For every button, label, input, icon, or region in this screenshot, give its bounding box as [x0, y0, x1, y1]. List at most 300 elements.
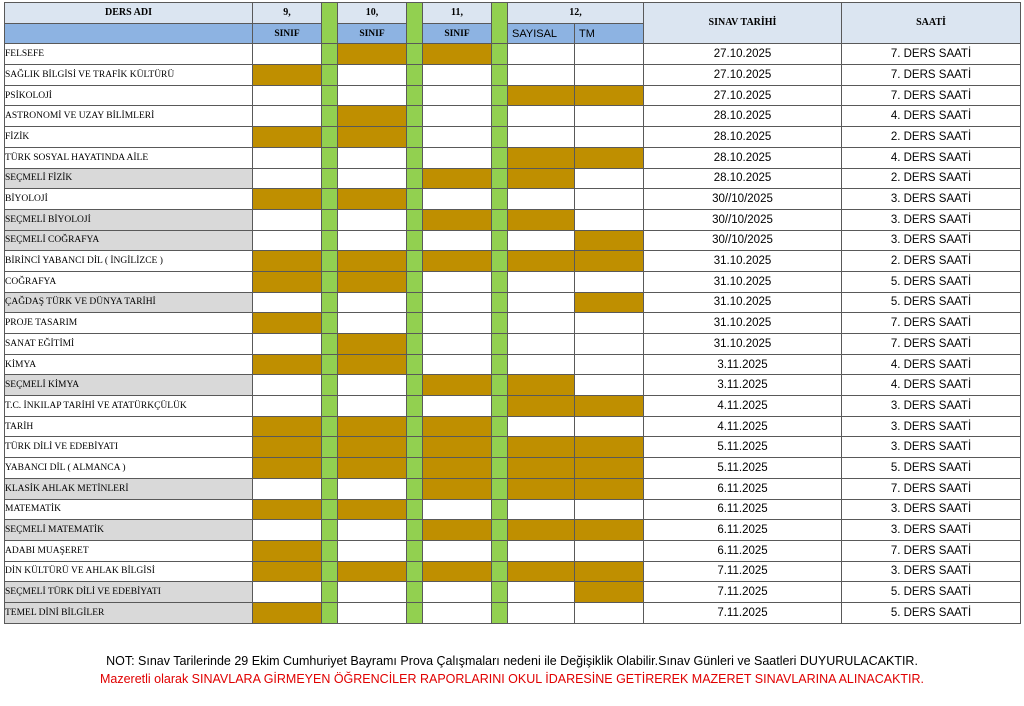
table-row — [5, 478, 1021, 499]
grade-12-sayisal-cell — [508, 168, 575, 189]
exam-time: 3. DERS SAATİ — [842, 499, 1021, 520]
separator — [322, 520, 338, 541]
grade-12-sayisal-cell — [508, 127, 575, 148]
separator — [322, 499, 338, 520]
grade-11-cell — [423, 230, 492, 251]
exam-time: 7. DERS SAATİ — [842, 65, 1021, 86]
grade-12-tm-cell — [575, 230, 644, 251]
exam-time: 7. DERS SAATİ — [842, 540, 1021, 561]
grade-10-cell — [338, 292, 407, 313]
grade-9-cell — [253, 499, 322, 520]
course-name: COĞRAFYA — [5, 271, 253, 292]
separator — [322, 582, 338, 603]
exam-time: 3. DERS SAATİ — [842, 416, 1021, 437]
course-name: BİRİNCİ YABANCI DİL ( İNGİLİZCE ) — [5, 251, 253, 272]
separator — [322, 85, 338, 106]
course-name: SEÇMELİ MATEMATİK — [5, 520, 253, 541]
grade-11-cell — [423, 313, 492, 334]
table-row — [5, 396, 1021, 417]
exam-schedule-table — [4, 2, 1021, 624]
table-row — [5, 292, 1021, 313]
separator — [322, 3, 338, 44]
grade-10-cell — [338, 561, 407, 582]
separator — [322, 540, 338, 561]
separator — [407, 65, 423, 86]
grade-11-header: 11, — [423, 3, 492, 24]
grade-12-sayisal-cell — [508, 85, 575, 106]
separator — [407, 520, 423, 541]
grade-10-cell — [338, 334, 407, 355]
grade-10-cell — [338, 313, 407, 334]
grade-12-header: 12, — [508, 3, 644, 24]
exam-date-header: SINAV TARİHİ — [644, 3, 842, 44]
exam-date: 31.10.2025 — [644, 313, 842, 334]
note-line-1: NOT: Sınav Tarilerinde 29 Ekim Cumhuriyet Bayramı Prova Çalışmaları nedeni ile Değişiklik Olabilir.Sınav Günleri ve Saatleri DUYURULACAKTIR. — [106, 654, 918, 668]
grade-10-cell — [338, 437, 407, 458]
grade-11-cell — [423, 478, 492, 499]
separator — [407, 3, 423, 44]
exam-time: 2. DERS SAATİ — [842, 127, 1021, 148]
grade-12-sayisal: SAYISAL — [508, 23, 575, 44]
grade-11-cell — [423, 396, 492, 417]
grade-9-cell — [253, 44, 322, 65]
grade-11-cell — [423, 292, 492, 313]
grade-10-cell — [338, 458, 407, 479]
table-row — [5, 127, 1021, 148]
separator — [407, 375, 423, 396]
grade-9-sinif: SINIF — [253, 23, 322, 44]
grade-12-tm-cell — [575, 416, 644, 437]
grade-10-cell — [338, 499, 407, 520]
exam-date: 6.11.2025 — [644, 520, 842, 541]
table-row — [5, 147, 1021, 168]
grade-10-cell — [338, 168, 407, 189]
grade-9-cell — [253, 85, 322, 106]
exam-time: 7. DERS SAATİ — [842, 44, 1021, 65]
grade-11-sinif: SINIF — [423, 23, 492, 44]
grade-11-cell — [423, 44, 492, 65]
separator — [492, 127, 508, 148]
course-name: SEÇMELİ TÜRK DİLİ VE EDEBİYATI — [5, 582, 253, 603]
separator — [492, 520, 508, 541]
exam-time: 4. DERS SAATİ — [842, 354, 1021, 375]
course-name: SEÇMELİ KİMYA — [5, 375, 253, 396]
exam-time: 3. DERS SAATİ — [842, 189, 1021, 210]
separator — [492, 292, 508, 313]
table-row — [5, 602, 1021, 623]
grade-11-cell — [423, 602, 492, 623]
separator — [492, 209, 508, 230]
separator — [492, 334, 508, 355]
grade-12-sayisal-cell — [508, 437, 575, 458]
separator — [322, 416, 338, 437]
table-row — [5, 582, 1021, 603]
grade-12-sayisal-cell — [508, 561, 575, 582]
grade-10-sinif: SINIF — [338, 23, 407, 44]
table-row — [5, 209, 1021, 230]
grade-10-cell — [338, 230, 407, 251]
grade-11-cell — [423, 375, 492, 396]
separator — [407, 209, 423, 230]
grade-12-sayisal-cell — [508, 251, 575, 272]
exam-date: 7.11.2025 — [644, 582, 842, 603]
separator — [407, 334, 423, 355]
grade-10-cell — [338, 271, 407, 292]
separator — [407, 499, 423, 520]
separator — [322, 354, 338, 375]
course-name: SEÇMELİ FİZİK — [5, 168, 253, 189]
grade-9-cell — [253, 106, 322, 127]
grade-12-sayisal-cell — [508, 65, 575, 86]
separator — [407, 582, 423, 603]
separator — [407, 189, 423, 210]
grade-12-sayisal-cell — [508, 499, 575, 520]
grade-9-cell — [253, 127, 322, 148]
exam-time: 3. DERS SAATİ — [842, 396, 1021, 417]
exam-time: 7. DERS SAATİ — [842, 85, 1021, 106]
separator — [492, 540, 508, 561]
grade-10-cell — [338, 540, 407, 561]
exam-time: 5. DERS SAATİ — [842, 458, 1021, 479]
grade-9-cell — [253, 354, 322, 375]
separator — [407, 271, 423, 292]
exam-time: 3. DERS SAATİ — [842, 230, 1021, 251]
exam-time: 5. DERS SAATİ — [842, 602, 1021, 623]
grade-12-tm: TM — [575, 23, 644, 44]
grade-12-tm-cell — [575, 189, 644, 210]
exam-time: 7. DERS SAATİ — [842, 313, 1021, 334]
exam-date: 6.11.2025 — [644, 540, 842, 561]
grade-9-cell — [253, 147, 322, 168]
table-row — [5, 313, 1021, 334]
separator — [322, 437, 338, 458]
separator — [322, 271, 338, 292]
grade-12-tm-cell — [575, 602, 644, 623]
separator — [492, 3, 508, 44]
separator — [492, 168, 508, 189]
grade-11-cell — [423, 271, 492, 292]
exam-date: 7.11.2025 — [644, 602, 842, 623]
separator — [322, 127, 338, 148]
exam-date: 28.10.2025 — [644, 127, 842, 148]
table-row — [5, 520, 1021, 541]
schedule-body — [5, 44, 1021, 623]
grade-12-sayisal-cell — [508, 106, 575, 127]
grade-12-tm-cell — [575, 520, 644, 541]
grade-9-cell — [253, 189, 322, 210]
separator — [322, 251, 338, 272]
separator — [407, 561, 423, 582]
grade-11-cell — [423, 334, 492, 355]
grade-12-sayisal-cell — [508, 271, 575, 292]
exam-time: 4. DERS SAATİ — [842, 147, 1021, 168]
table-row — [5, 85, 1021, 106]
separator — [322, 375, 338, 396]
separator — [492, 106, 508, 127]
grade-10-header: 10, — [338, 3, 407, 24]
separator — [322, 106, 338, 127]
grade-11-cell — [423, 520, 492, 541]
grade-9-cell — [253, 561, 322, 582]
separator — [322, 334, 338, 355]
separator — [492, 44, 508, 65]
grade-10-cell — [338, 65, 407, 86]
grade-12-tm-cell — [575, 168, 644, 189]
exam-time: 4. DERS SAATİ — [842, 375, 1021, 396]
exam-date: 6.11.2025 — [644, 478, 842, 499]
grade-12-sayisal-cell — [508, 602, 575, 623]
table-row — [5, 106, 1021, 127]
exam-date: 27.10.2025 — [644, 65, 842, 86]
grade-12-sayisal-cell — [508, 582, 575, 603]
grade-12-tm-cell — [575, 334, 644, 355]
grade-12-tm-cell — [575, 561, 644, 582]
table-row — [5, 416, 1021, 437]
grade-9-cell — [253, 168, 322, 189]
grade-10-cell — [338, 85, 407, 106]
exam-date: 28.10.2025 — [644, 147, 842, 168]
exam-date: 28.10.2025 — [644, 168, 842, 189]
exam-time: 5. DERS SAATİ — [842, 582, 1021, 603]
grade-12-tm-cell — [575, 209, 644, 230]
exam-date: 4.11.2025 — [644, 396, 842, 417]
separator — [407, 354, 423, 375]
table-row — [5, 540, 1021, 561]
grade-12-sayisal-cell — [508, 292, 575, 313]
grade-12-sayisal-cell — [508, 375, 575, 396]
course-name: TÜRK SOSYAL HAYATINDA AİLE — [5, 147, 253, 168]
separator — [492, 478, 508, 499]
exam-time: 3. DERS SAATİ — [842, 437, 1021, 458]
grade-10-cell — [338, 582, 407, 603]
exam-date: 31.10.2025 — [644, 271, 842, 292]
grade-9-cell — [253, 292, 322, 313]
grade-12-tm-cell — [575, 44, 644, 65]
separator — [407, 251, 423, 272]
separator — [407, 292, 423, 313]
table-row — [5, 230, 1021, 251]
separator — [407, 478, 423, 499]
course-name: PSİKOLOJİ — [5, 85, 253, 106]
grade-10-cell — [338, 396, 407, 417]
separator — [407, 396, 423, 417]
separator — [322, 602, 338, 623]
exam-time: 2. DERS SAATİ — [842, 168, 1021, 189]
course-name: SANAT EĞİTİMİ — [5, 334, 253, 355]
grade-12-sayisal-cell — [508, 478, 575, 499]
separator — [492, 602, 508, 623]
course-name: YABANCI DİL ( ALMANCA ) — [5, 458, 253, 479]
table-row — [5, 499, 1021, 520]
separator — [407, 127, 423, 148]
grade-12-tm-cell — [575, 375, 644, 396]
course-name: T.C. İNKILAP TARİHİ VE ATATÜRKÇÜLÜK — [5, 396, 253, 417]
grade-9-cell — [253, 602, 322, 623]
grade-12-sayisal-cell — [508, 147, 575, 168]
course-name: PROJE TASARIM — [5, 313, 253, 334]
grade-11-cell — [423, 127, 492, 148]
grade-11-cell — [423, 168, 492, 189]
grade-12-tm-cell — [575, 271, 644, 292]
grade-12-sayisal-cell — [508, 354, 575, 375]
exam-time: 2. DERS SAATİ — [842, 251, 1021, 272]
exam-date: 31.10.2025 — [644, 334, 842, 355]
course-header: DERS ADI — [5, 3, 253, 24]
grade-10-cell — [338, 106, 407, 127]
exam-time: 4. DERS SAATİ — [842, 106, 1021, 127]
separator — [407, 230, 423, 251]
separator — [322, 209, 338, 230]
grade-9-cell — [253, 437, 322, 458]
grade-12-tm-cell — [575, 106, 644, 127]
grade-10-cell — [338, 251, 407, 272]
course-name: ASTRONOMİ VE UZAY BİLİMLERİ — [5, 106, 253, 127]
header-row — [5, 3, 1021, 24]
grade-11-cell — [423, 251, 492, 272]
grade-10-cell — [338, 44, 407, 65]
grade-12-sayisal-cell — [508, 396, 575, 417]
grade-12-tm-cell — [575, 313, 644, 334]
grade-9-cell — [253, 520, 322, 541]
course-name: ÇAĞDAŞ TÜRK VE DÜNYA TARİHİ — [5, 292, 253, 313]
table-row — [5, 44, 1021, 65]
separator — [322, 396, 338, 417]
grade-9-cell — [253, 540, 322, 561]
exam-date: 30//10/2025 — [644, 230, 842, 251]
course-name: SEÇMELİ BİYOLOJİ — [5, 209, 253, 230]
course-name: SEÇMELİ COĞRAFYA — [5, 230, 253, 251]
separator — [407, 602, 423, 623]
separator — [492, 416, 508, 437]
grade-12-tm-cell — [575, 85, 644, 106]
exam-date: 27.10.2025 — [644, 85, 842, 106]
grade-9-cell — [253, 251, 322, 272]
grade-9-cell — [253, 65, 322, 86]
grade-9-header: 9, — [253, 3, 322, 24]
grade-10-cell — [338, 189, 407, 210]
separator — [322, 168, 338, 189]
separator — [322, 230, 338, 251]
grade-11-cell — [423, 499, 492, 520]
separator — [492, 189, 508, 210]
separator — [407, 313, 423, 334]
course-name: TÜRK DİLİ VE EDEBİYATI — [5, 437, 253, 458]
separator — [407, 168, 423, 189]
separator — [322, 189, 338, 210]
exam-date: 28.10.2025 — [644, 106, 842, 127]
grade-11-cell — [423, 147, 492, 168]
grade-12-tm-cell — [575, 499, 644, 520]
table-row — [5, 271, 1021, 292]
separator — [492, 85, 508, 106]
exam-date: 5.11.2025 — [644, 458, 842, 479]
separator — [322, 44, 338, 65]
separator — [492, 65, 508, 86]
course-name: SAĞLIK BİLGİSİ VE TRAFİK KÜLTÜRÜ — [5, 65, 253, 86]
grade-10-cell — [338, 375, 407, 396]
grade-12-tm-cell — [575, 458, 644, 479]
exam-time: 3. DERS SAATİ — [842, 561, 1021, 582]
grade-9-cell — [253, 458, 322, 479]
course-name: TARİH — [5, 416, 253, 437]
separator — [407, 85, 423, 106]
grade-9-cell — [253, 209, 322, 230]
exam-date: 30//10/2025 — [644, 189, 842, 210]
exam-date: 30//10/2025 — [644, 209, 842, 230]
grade-10-cell — [338, 602, 407, 623]
grade-11-cell — [423, 189, 492, 210]
grade-12-sayisal-cell — [508, 189, 575, 210]
separator — [492, 396, 508, 417]
notes — [0, 652, 1024, 688]
separator — [492, 437, 508, 458]
course-name: DİN KÜLTÜRÜ VE AHLAK BİLGİSİ — [5, 561, 253, 582]
grade-12-sayisal-cell — [508, 458, 575, 479]
grade-9-cell — [253, 478, 322, 499]
table-row — [5, 354, 1021, 375]
exam-time: 3. DERS SAATİ — [842, 209, 1021, 230]
grade-12-tm-cell — [575, 292, 644, 313]
grade-12-sayisal-cell — [508, 540, 575, 561]
grade-9-cell — [253, 230, 322, 251]
grade-12-tm-cell — [575, 354, 644, 375]
course-name: MATEMATİK — [5, 499, 253, 520]
separator — [407, 44, 423, 65]
grade-12-tm-cell — [575, 478, 644, 499]
table-row — [5, 251, 1021, 272]
separator — [322, 561, 338, 582]
grade-11-cell — [423, 540, 492, 561]
separator — [407, 147, 423, 168]
separator — [492, 147, 508, 168]
grade-12-tm-cell — [575, 147, 644, 168]
grade-9-cell — [253, 396, 322, 417]
grade-11-cell — [423, 85, 492, 106]
grade-10-cell — [338, 209, 407, 230]
table-row — [5, 65, 1021, 86]
exam-date: 7.11.2025 — [644, 561, 842, 582]
grade-11-cell — [423, 458, 492, 479]
separator — [322, 478, 338, 499]
grade-9-cell — [253, 334, 322, 355]
grade-12-sayisal-cell — [508, 44, 575, 65]
grade-11-cell — [423, 209, 492, 230]
course-name: BİYOLOJİ — [5, 189, 253, 210]
exam-time: 5. DERS SAATİ — [842, 292, 1021, 313]
grade-11-cell — [423, 582, 492, 603]
table-row — [5, 458, 1021, 479]
exam-date: 3.11.2025 — [644, 375, 842, 396]
exam-date: 3.11.2025 — [644, 354, 842, 375]
grade-12-sayisal-cell — [508, 209, 575, 230]
grade-12-sayisal-cell — [508, 313, 575, 334]
grade-12-sayisal-cell — [508, 520, 575, 541]
grade-12-tm-cell — [575, 396, 644, 417]
grade-9-cell — [253, 313, 322, 334]
separator — [322, 292, 338, 313]
exam-date: 27.10.2025 — [644, 44, 842, 65]
grade-12-tm-cell — [575, 127, 644, 148]
table-row — [5, 168, 1021, 189]
grade-10-cell — [338, 416, 407, 437]
grade-9-cell — [253, 416, 322, 437]
grade-10-cell — [338, 478, 407, 499]
grade-10-cell — [338, 354, 407, 375]
course-name: FİZİK — [5, 127, 253, 148]
grade-12-tm-cell — [575, 65, 644, 86]
separator — [492, 354, 508, 375]
grade-11-cell — [423, 65, 492, 86]
